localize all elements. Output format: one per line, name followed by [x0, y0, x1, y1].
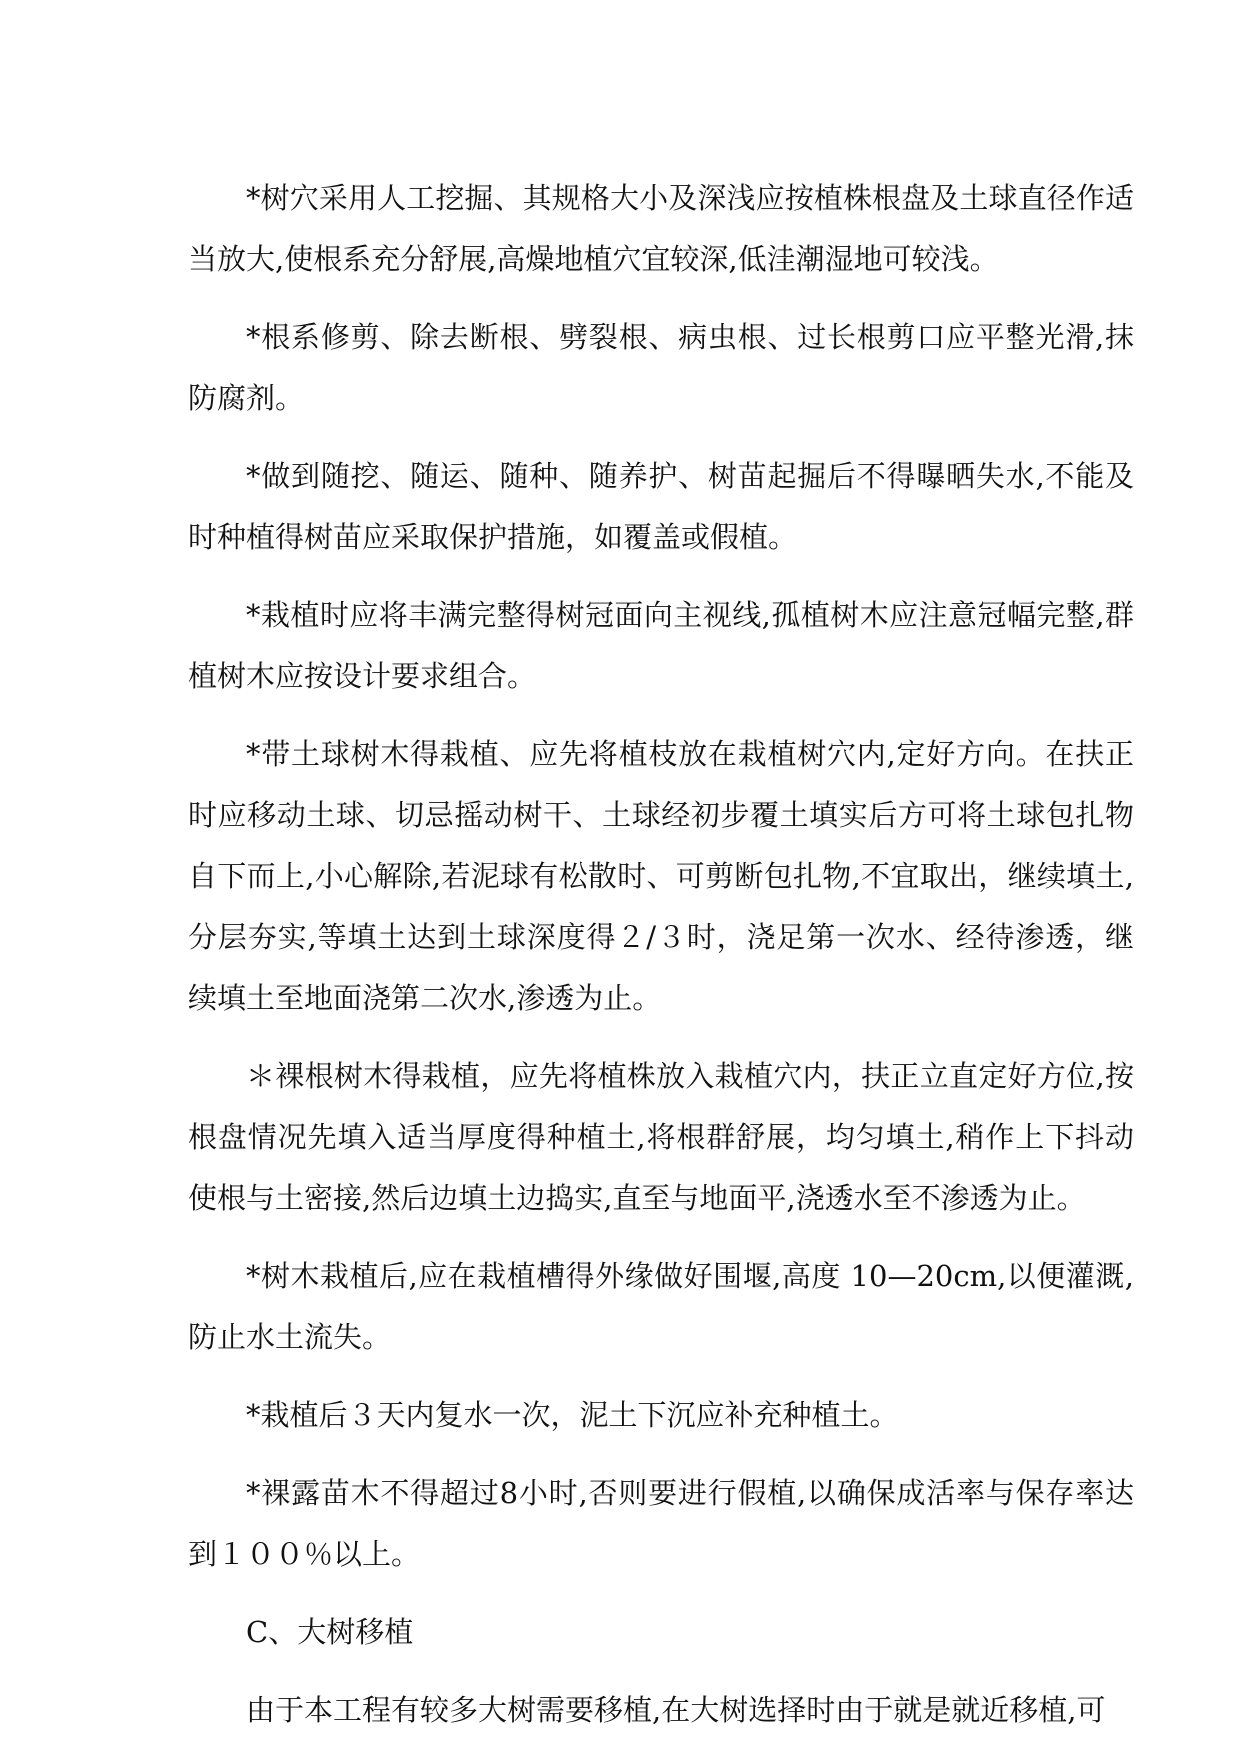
paragraph-exposure-limit: *裸露苗木不得超过8小时,否则要进行假植,以确保成活率与保存率达到１００％以上。 [188, 1476, 1134, 1571]
paragraph-rewatering: *栽植后３天内复水一次，泥土下沉应补充种植土。 [246, 1398, 899, 1432]
paragraph-soil-ball-planting: *带土球树木得栽植、应先将植枝放在栽植树穴内,定好方向。在扶正时应移动土球、切忌摇动树干、土球经初步覆土填实后方可将土球包扎物自下而上,小心解除,若泥球有松散时、可剪断包扎物,不宜取出，继续填土,分层夯实,等填土达到土球深度得２/３时，浇足第一次水、经待渗透，继续填土至地面浇第二次水,渗透为止。 [188, 737, 1134, 1015]
section-heading-large-tree-transplant: C、大树移植 [246, 1615, 414, 1649]
paragraph-large-tree-intro: 由于本工程有较多大树需要移植,在大树选择时由于就是就近移植,可 [246, 1693, 1106, 1727]
paragraph-crown-orientation: *栽植时应将丰满完整得树冠面向主视线,孤植树木应注意冠幅完整,群植树木应按设计要求组合。 [188, 598, 1134, 693]
document-body [188, 168, 1134, 1758]
paragraph-tree-pit: *树穴采用人工挖掘、其规格大小及深浅应按植株根盘及土球直径作适当放大,使根系充分舒展,高燥地植穴宜较深,低洼潮湿地可较浅。 [188, 181, 1134, 276]
paragraph-bare-root-planting: ＊裸根树木得栽植，应先将植株放入栽植穴内，扶正立直定好方位,按根盘情况先填入适当厚度得种植土,将根群舒展，均匀填土,稍作上下抖动使根与土密接,然后边填土边捣实,直至与地面平,浇透水至不渗透为止。 [188, 1059, 1134, 1215]
paragraph-root-pruning: *根系修剪、除去断根、劈裂根、病虫根、过长根剪口应平整光滑,抹防腐剂。 [188, 320, 1134, 415]
paragraph-dig-transport-plant: *做到随挖、随运、随种、随养护、树苗起掘后不得曝晒失水,不能及时种植得树苗应采取保护措施，如覆盖或假植。 [188, 459, 1134, 554]
paragraph-watering-weir: *树木栽植后,应在栽植槽得外缘做好围堰,高度 10—20cm,以便灌溉,防止水土流失。 [188, 1259, 1134, 1354]
